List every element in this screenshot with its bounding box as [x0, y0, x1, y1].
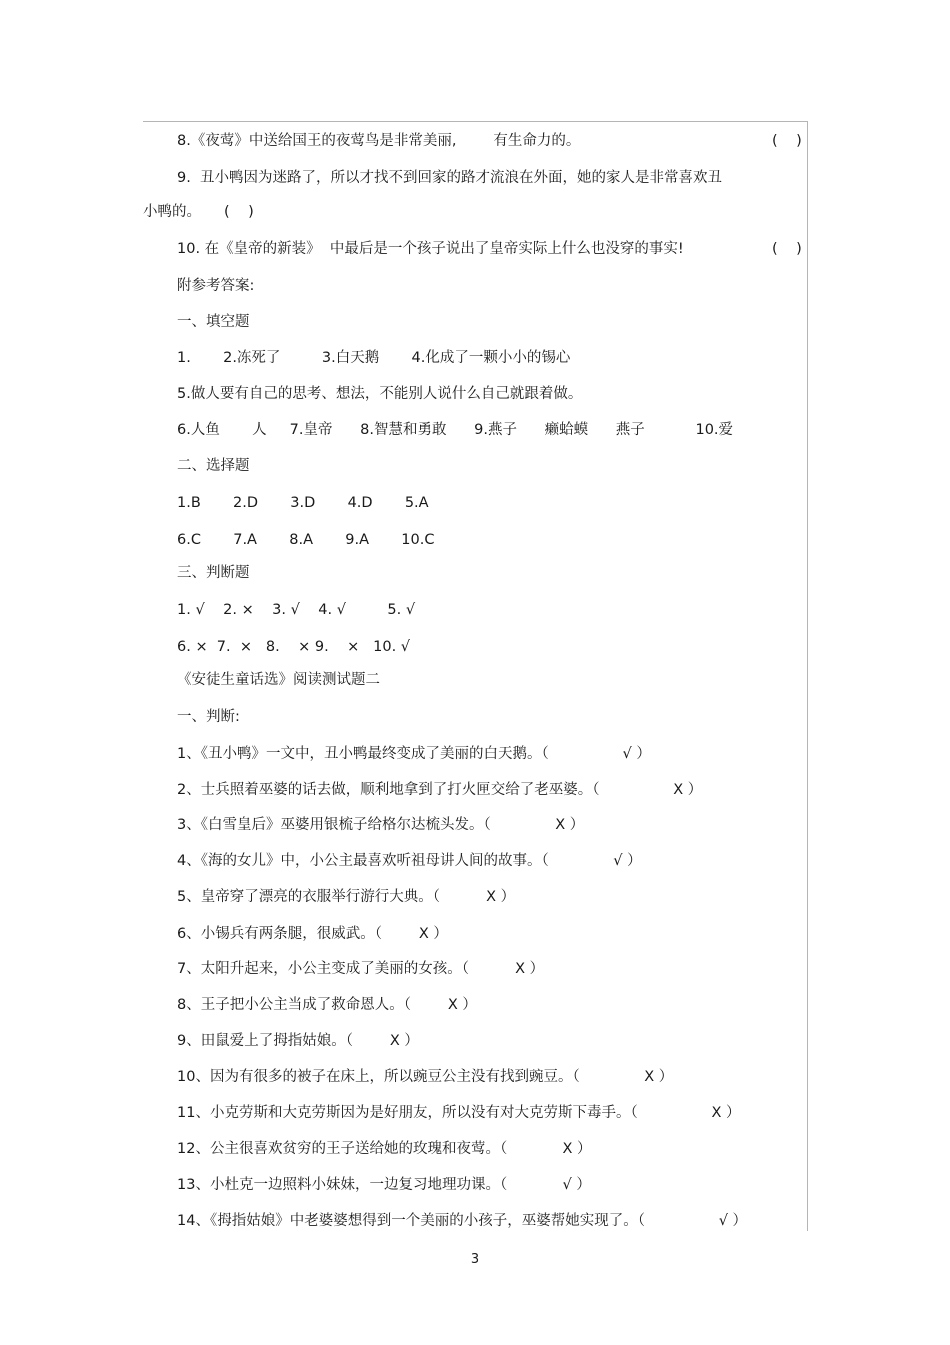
page-number: 3 — [470, 1252, 480, 1267]
judge-item: 2、士兵照着巫婆的话去做，顺利地拿到了打火匣交给了老巫婆。（ X ） — [177, 782, 703, 798]
question-10: 10. 在《皇帝的新装》 中最后是一个孩子说出了皇帝实际上什么也没穿的事实! — [177, 241, 684, 257]
judge-item: 9、田鼠爱上了拇指姑娘。（ X ） — [177, 1033, 419, 1049]
judge-item: 6、小锡兵有两条腿，很威武。（ X ） — [177, 926, 448, 942]
judge-item: 3、《白雪皇后》巫婆用银梳子给格尔达梳头发。（ X ） — [177, 817, 585, 833]
judge-item: 1、《丑小鸭》一文中，丑小鸭最终变成了美丽的白天鹅。（ √ ） — [177, 746, 651, 762]
judge-item: 10、因为有很多的被子在床上，所以豌豆公主没有找到豌豆。（ X ） — [177, 1069, 674, 1085]
judge-item: 8、王子把小公主当成了救命恩人。（ X ） — [177, 997, 477, 1013]
question-8: 8.《夜莺》中送给国王的夜莺鸟是非常美丽, 有生命力的。 — [177, 133, 581, 149]
answers-heading: 附参考答案: — [177, 278, 255, 294]
judge-answer-line: 1. √ 2. × 3. √ 4. √ 5. √ — [177, 602, 416, 618]
test-two-title: 《安徒生童话选》阅读测试题二 — [177, 672, 380, 688]
judge-item: 11、小克劳斯和大克劳斯因为是好朋友，所以没有对大克劳斯下毒手。（ X ） — [177, 1105, 741, 1121]
answer-bracket: ( ) — [772, 241, 802, 257]
page-frame-right — [807, 121, 808, 1231]
judge-item: 14、《拇指姑娘》中老婆婆想得到一个美丽的小孩子，巫婆帮她实现了。（ √ ） — [177, 1213, 748, 1229]
choice-answer-line: 1.B 2.D 3.D 4.D 5.A — [177, 495, 429, 511]
judge-item: 4、《海的女儿》中，小公主最喜欢听祖母讲人间的故事。（ √ ） — [177, 853, 642, 869]
judge-item: 5、皇帝穿了漂亮的衣服举行游行大典。（ X ） — [177, 889, 516, 905]
judge-item: 12、公主很喜欢贫穷的王子送给她的玫瑰和夜莺。（ X ） — [177, 1141, 592, 1157]
choice-answer-line: 6.C 7.A 8.A 9.A 10.C — [177, 532, 435, 548]
test-two-section: 一、判断: — [177, 709, 240, 725]
fill-answer-line: 5.做人要有自己的思考、想法，不能别人说什么自己就跟着做。 — [177, 386, 583, 402]
answer-bracket: ( ) — [772, 133, 802, 149]
judge-item: 13、小杜克一边照料小妹妹，一边复习地理功课。（ √ ） — [177, 1177, 591, 1193]
fill-answer-line: 6.人鱼 人 7.皇帝 8.智慧和勇敢 9.燕子 癞蛤蟆 燕子 10.爱 — [177, 422, 734, 438]
judge-answer-line: 6. × 7. × 8. × 9. × 10. √ — [177, 639, 411, 655]
page-frame-top — [143, 121, 808, 122]
judge-item: 7、太阳升起来，小公主变成了美丽的女孩。（ X ） — [177, 961, 545, 977]
question-9: 9. 丑小鸭因为迷路了，所以才找不到回家的路才流浪在外面，她的家人是非常喜欢丑 — [177, 170, 723, 186]
question-9-continued: 小鸭的。 ( ) — [143, 204, 254, 220]
fill-section-title: 一、填空题 — [177, 314, 250, 330]
fill-answer-line: 1. 2.冻死了 3.白天鹅 4.化成了一颗小小的锡心 — [177, 350, 571, 366]
choice-section-title: 二、选择题 — [177, 458, 250, 474]
judge-section-title: 三、判断题 — [177, 565, 250, 581]
